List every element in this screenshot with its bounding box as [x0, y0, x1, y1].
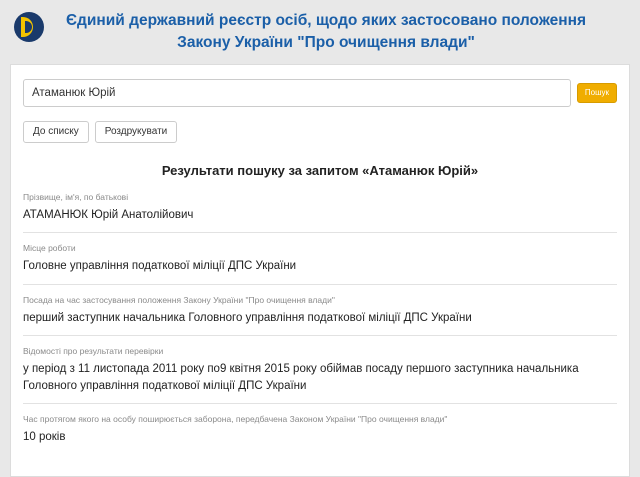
- field-value: у період з 11 листопада 2011 року по9 квітня 2015 року обіймав посаду першого заступника начальника Головного управління податкової міліції ДПС України: [23, 361, 617, 404]
- field-value: 10 років: [23, 430, 66, 443]
- field-label: Прізвище, ім'я, по батькові: [23, 192, 129, 202]
- record-field: [23, 243, 617, 284]
- results-heading: Результати пошуку за запитом «Атаманюк Юрій»: [161, 163, 479, 178]
- print-button[interactable]: Роздрукувати: [95, 121, 178, 143]
- field-value: АТАМАНЮК Юрій Анатолійович: [23, 207, 617, 233]
- content-card: [10, 64, 630, 477]
- record-field: [23, 295, 617, 336]
- record-fields: [11, 192, 629, 454]
- record-field: [23, 414, 617, 454]
- field-label: Посада на час застосування положення Закону України "Про очищення влади": [23, 294, 335, 305]
- page-header: [0, 0, 640, 62]
- search-row: [11, 65, 629, 117]
- field-label: Відомості про результати перевірки: [23, 346, 164, 357]
- page-title: Єдиний державний реєстр осіб, щодо яких застосовано положення Закону України "Про очищення влади": [66, 12, 586, 51]
- field-value: Головне управління податкової міліції ДПС України: [23, 258, 617, 284]
- field-label: Час протягом якого на особу поширюється заборона, передбачена Законом України "Про очищення влади": [23, 413, 448, 424]
- field-value: перший заступник начальника Головного управління податкової міліції ДПС України: [23, 310, 617, 336]
- field-label: Місце роботи: [23, 243, 76, 254]
- record-field: [23, 192, 617, 233]
- action-buttons: [11, 117, 629, 145]
- record-field: [23, 346, 617, 404]
- search-button[interactable]: Пошук: [577, 83, 617, 103]
- back-to-list-button[interactable]: До списку: [23, 121, 89, 143]
- search-input[interactable]: [23, 79, 571, 107]
- ukraine-trident-emblem-icon: [14, 12, 44, 42]
